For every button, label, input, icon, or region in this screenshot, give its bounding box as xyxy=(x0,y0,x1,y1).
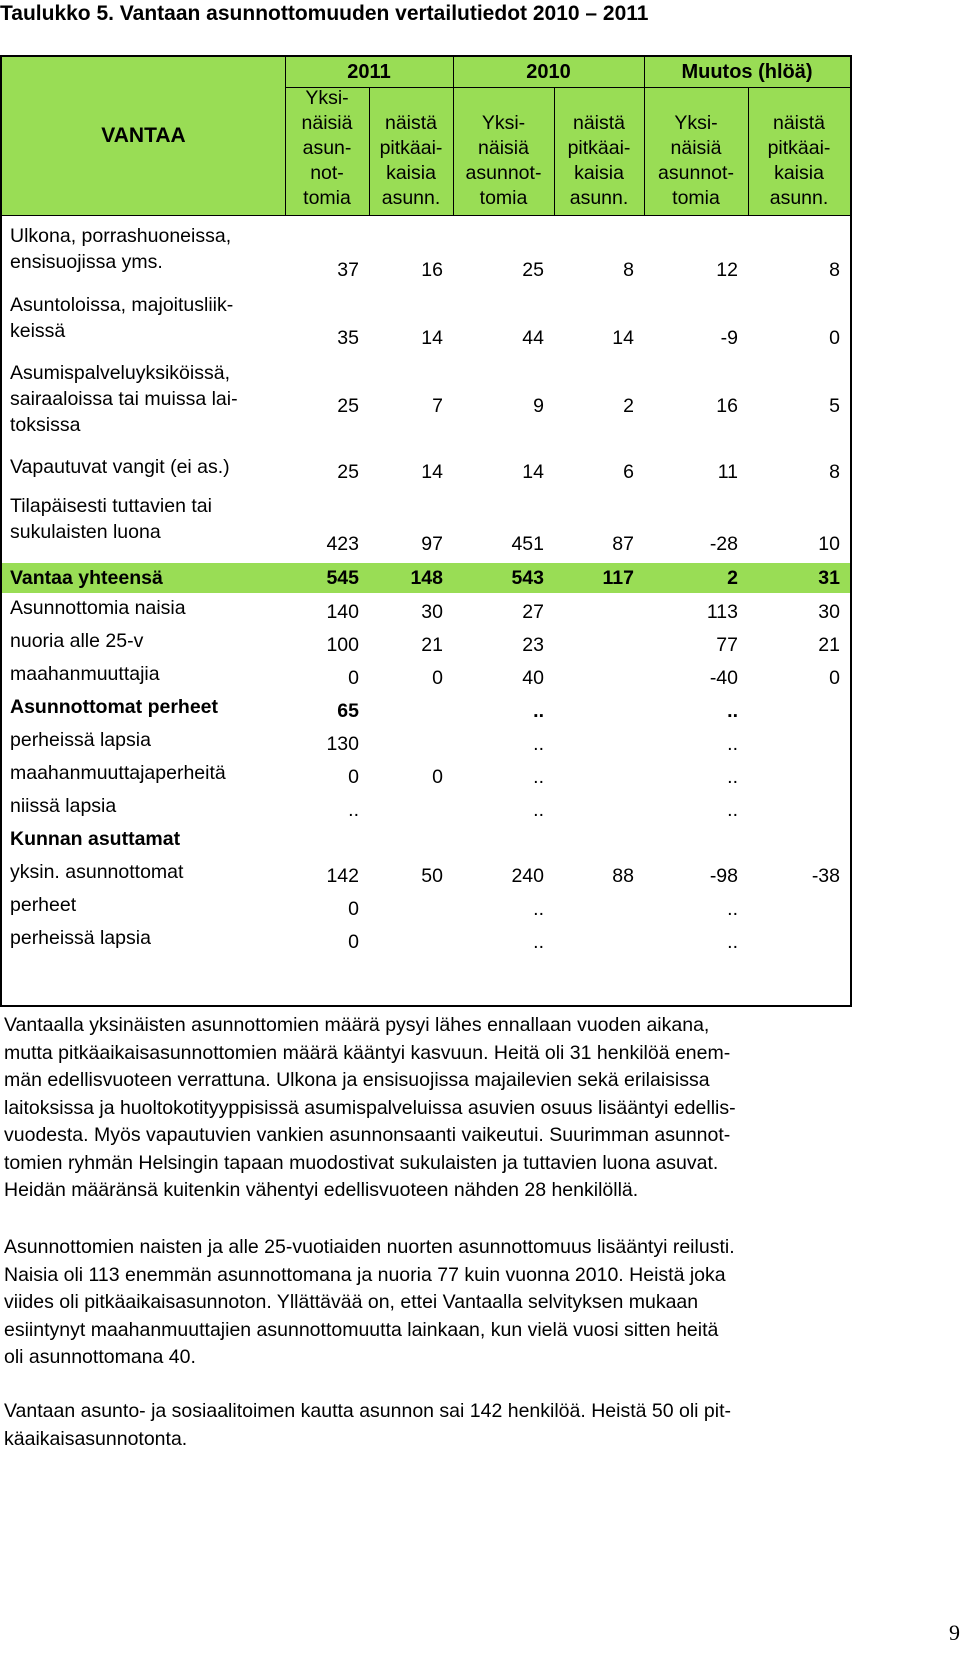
table-cell: 113 xyxy=(706,601,738,623)
table-cell: 30 xyxy=(421,601,443,623)
table-cell: 16 xyxy=(421,259,443,281)
table-cell: 16 xyxy=(716,395,738,417)
row-label: Tilapäisesti tuttavien tai xyxy=(10,495,212,517)
paragraph-line: mutta pitkäaikaisasunnottomien määrä kääntyi kasvuun. Heitä oli 31 henkilöä enem- xyxy=(4,1041,731,1064)
table-cell: 25 xyxy=(337,461,359,483)
table-cell: 5 xyxy=(829,395,840,417)
table-cell: 25 xyxy=(522,259,544,281)
table-cell: -98 xyxy=(709,865,738,887)
paragraph-line: Vantaan asunto- ja sosiaalitoimen kautta asunnon sai 142 henkilöä. Heistä 50 oli pit- xyxy=(4,1400,732,1422)
table-cell: 0 xyxy=(829,667,840,689)
comparison-table xyxy=(0,55,852,1007)
column-group-header: Muutos (hlöä) xyxy=(681,61,813,83)
table-cell: .. xyxy=(533,700,544,722)
table-cell: 50 xyxy=(421,865,443,887)
row-label: perheet xyxy=(10,894,77,916)
table-cell: .. xyxy=(348,799,359,821)
paragraph-line: Vantaalla yksinäisten asunnottomien määrä pysyi lähes ennallaan vuoden aikana, xyxy=(4,1014,710,1036)
table-cell: .. xyxy=(533,898,544,920)
table-cell: 543 xyxy=(511,567,544,589)
table-cell: -28 xyxy=(709,533,738,555)
row-label: Asuntoloissa, majoitusliik- xyxy=(10,294,234,316)
table-cell: 2 xyxy=(727,567,738,589)
header-bottom-line xyxy=(2,215,850,216)
body-paragraph xyxy=(4,1234,954,1372)
table-cell: 23 xyxy=(522,634,544,656)
table-cell: 31 xyxy=(818,567,840,589)
table-cell: 0 xyxy=(348,898,359,920)
table-cell: 8 xyxy=(623,259,634,281)
body-paragraph xyxy=(4,1012,954,1205)
paragraph-line: tomien ryhmän Helsingin tapaan muodostivat sukulaisten ja tuttavien luona asuvat. xyxy=(4,1151,719,1174)
sub-header-line: pitkäai- xyxy=(379,137,443,159)
table-cell: 87 xyxy=(612,533,634,555)
table-cell: 545 xyxy=(326,567,359,589)
table-cell: 117 xyxy=(602,567,634,589)
paragraph-line: käaikaisasunnotonta. xyxy=(4,1427,188,1450)
paragraph-line: oli asunnottomana 40. xyxy=(4,1346,196,1368)
row-label: perheissä lapsia xyxy=(10,729,151,751)
sub-header-line: kaisia xyxy=(774,162,824,184)
table-cell: -38 xyxy=(811,865,840,887)
table-cell: 6 xyxy=(623,461,634,483)
paragraph-line: vuodesta. Myös vapautuvien vankien asunnonsaanti vaikeutui. Suurimman asunnot- xyxy=(4,1124,731,1146)
column-group-header: 2010 xyxy=(526,61,571,83)
sub-header-line: asunnot- xyxy=(658,162,734,184)
table-cell: 27 xyxy=(522,601,544,623)
row-label: ensisuojissa yms. xyxy=(10,251,163,273)
table-cell: 142 xyxy=(326,865,359,887)
table-cell: 100 xyxy=(326,634,359,656)
row-label: keissä xyxy=(10,320,66,342)
table-cell: 21 xyxy=(818,634,840,656)
row-label: yksin. asunnottomat xyxy=(10,861,184,883)
column-group-header: 2011 xyxy=(347,61,391,83)
sub-header-line: näistä xyxy=(384,112,438,134)
table-cell: 240 xyxy=(511,865,544,887)
table-cell: 97 xyxy=(421,533,443,555)
table-cell: 451 xyxy=(511,533,544,555)
paragraph-line: Heidän määränsä kuitenkin vähentyi edellisvuoteen nähden 28 henkilöllä. xyxy=(4,1179,639,1201)
row-label: Asunnottomat perheet xyxy=(10,696,219,718)
table-cell: 7 xyxy=(432,395,443,417)
paragraph-line: laitoksissa ja huoltokotityyppisissä asumispalveluissa asuvien osuus lisääntyi edellis- xyxy=(4,1096,736,1119)
sub-header-line: näisiä xyxy=(301,112,353,134)
row-label: sukulaisten luona xyxy=(10,521,161,543)
row-label: nuoria alle 25-v xyxy=(10,630,144,652)
table-cell: 14 xyxy=(612,327,634,349)
row-label: Vantaa yhteensä xyxy=(10,567,163,589)
sub-header-line: näistä xyxy=(572,112,626,134)
sub-header-line: asunnot- xyxy=(465,162,542,184)
table-cell: -9 xyxy=(720,327,738,349)
table-cell: 65 xyxy=(337,700,359,722)
table-cell: .. xyxy=(727,931,738,953)
table-cell: 21 xyxy=(421,634,443,656)
table-cell: 14 xyxy=(421,327,443,349)
paragraph-line: Asunnottomien naisten ja alle 25-vuotiaiden nuorten asunnottomuus lisääntyi reilusti. xyxy=(4,1236,735,1258)
row-label: maahanmuuttajia xyxy=(10,663,160,685)
table-cell: 0 xyxy=(432,667,443,689)
table-cell: 423 xyxy=(326,533,359,555)
sub-header-line: asunn. xyxy=(769,187,829,209)
sub-header-line: pitkäai- xyxy=(567,137,631,159)
table-cell: 8 xyxy=(829,461,840,483)
table-cell: 11 xyxy=(717,461,738,483)
table-cell: 14 xyxy=(421,461,443,483)
paragraph-line: viides oli pitkäaikaisasunnoton. Yllättävää on, ettei Vantaalla selvityksen mukaan xyxy=(4,1291,699,1313)
page-number: 9 xyxy=(949,1620,960,1645)
table-cell: 2 xyxy=(623,395,634,417)
row-label: niissä lapsia xyxy=(10,795,117,817)
table-cell: .. xyxy=(533,766,544,788)
table-cell: .. xyxy=(727,799,738,821)
table-cell: 30 xyxy=(818,601,840,623)
sub-header-line: näistä xyxy=(772,112,826,134)
row-label: perheissä lapsia xyxy=(10,927,151,949)
sub-header-line: Yksi- xyxy=(481,112,526,134)
sub-header-line: kaisia xyxy=(386,162,436,184)
sub-header-line: Yksi- xyxy=(305,87,349,109)
sub-header-line: näisiä xyxy=(670,137,722,159)
table-cell: 44 xyxy=(522,327,544,349)
row-label: Ulkona, porrashuoneissa, xyxy=(10,225,232,247)
table-cell: 140 xyxy=(326,601,359,623)
table-cell: 37 xyxy=(337,259,359,281)
sub-header-line: asunn. xyxy=(381,187,441,209)
table-cell: 77 xyxy=(716,634,738,656)
table-cell: 0 xyxy=(432,766,443,788)
corner-label: VANTAA xyxy=(101,124,186,147)
table-cell: 25 xyxy=(337,395,359,417)
table-cell: 148 xyxy=(410,567,443,589)
row-label: Asunnottomia naisia xyxy=(10,597,186,619)
sub-header-line: asun- xyxy=(302,137,352,159)
table-cell: .. xyxy=(727,898,738,920)
sub-header-line: not- xyxy=(310,162,344,184)
table-cell: 0 xyxy=(348,667,359,689)
table-cell: 8 xyxy=(829,259,840,281)
sub-header-line: asunn. xyxy=(569,187,629,209)
table-cell: 12 xyxy=(716,259,738,281)
table-cell: .. xyxy=(533,733,544,755)
table-cell: .. xyxy=(533,931,544,953)
paragraph-line: män edellisvuoteen verrattuna. Ulkona ja ensisuojissa majailevien sekä erilaisissa xyxy=(4,1069,710,1091)
table-cell: 0 xyxy=(348,931,359,953)
sub-header-line: Yksi- xyxy=(674,112,718,134)
row-label: Vapautuvat vangit (ei as.) xyxy=(10,456,230,478)
table-cell: 0 xyxy=(829,327,840,349)
sub-header-line: tomia xyxy=(479,187,528,209)
table-cell: 0 xyxy=(348,766,359,788)
row-label: toksissa xyxy=(10,414,81,436)
paragraph-line: esiintynyt maahanmuuttajien asunnottomuutta lainkaan, kun vielä vuosi sitten heitä xyxy=(4,1318,719,1341)
sub-header-line: näisiä xyxy=(478,137,529,159)
sub-header-line: tomia xyxy=(303,187,351,209)
table-cell: 130 xyxy=(326,733,359,755)
table-title: Taulukko 5. Vantaan asunnottomuuden vertailutiedot 2010 – 2011 xyxy=(0,2,649,25)
body-paragraph xyxy=(4,1398,954,1453)
table-cell: 10 xyxy=(818,533,840,555)
sub-header-line: kaisia xyxy=(574,162,624,184)
table-cell: 88 xyxy=(612,865,634,887)
table-cell: 14 xyxy=(522,461,544,483)
table-cell: 9 xyxy=(533,395,544,417)
row-label: Asumispalveluyksiköissä, xyxy=(10,362,230,384)
row-label: maahanmuuttajaperheitä xyxy=(10,762,226,784)
sub-header-line: tomia xyxy=(672,187,720,209)
table-cell: 35 xyxy=(337,327,359,349)
table-cell: .. xyxy=(727,766,738,788)
sub-header-line: pitkäai- xyxy=(767,137,831,159)
row-label: sairaaloissa tai muissa lai- xyxy=(10,388,238,410)
row-label: Kunnan asuttamat xyxy=(10,828,181,850)
table-cell: .. xyxy=(727,700,738,722)
table-cell: .. xyxy=(727,733,738,755)
table-cell: .. xyxy=(533,799,544,821)
table-cell: 40 xyxy=(522,667,544,689)
paragraph-line: Naisia oli 113 enemmän asunnottomana ja nuoria 77 kuin vuonna 2010. Heistä joka xyxy=(4,1263,726,1286)
table-cell: -40 xyxy=(709,667,738,689)
